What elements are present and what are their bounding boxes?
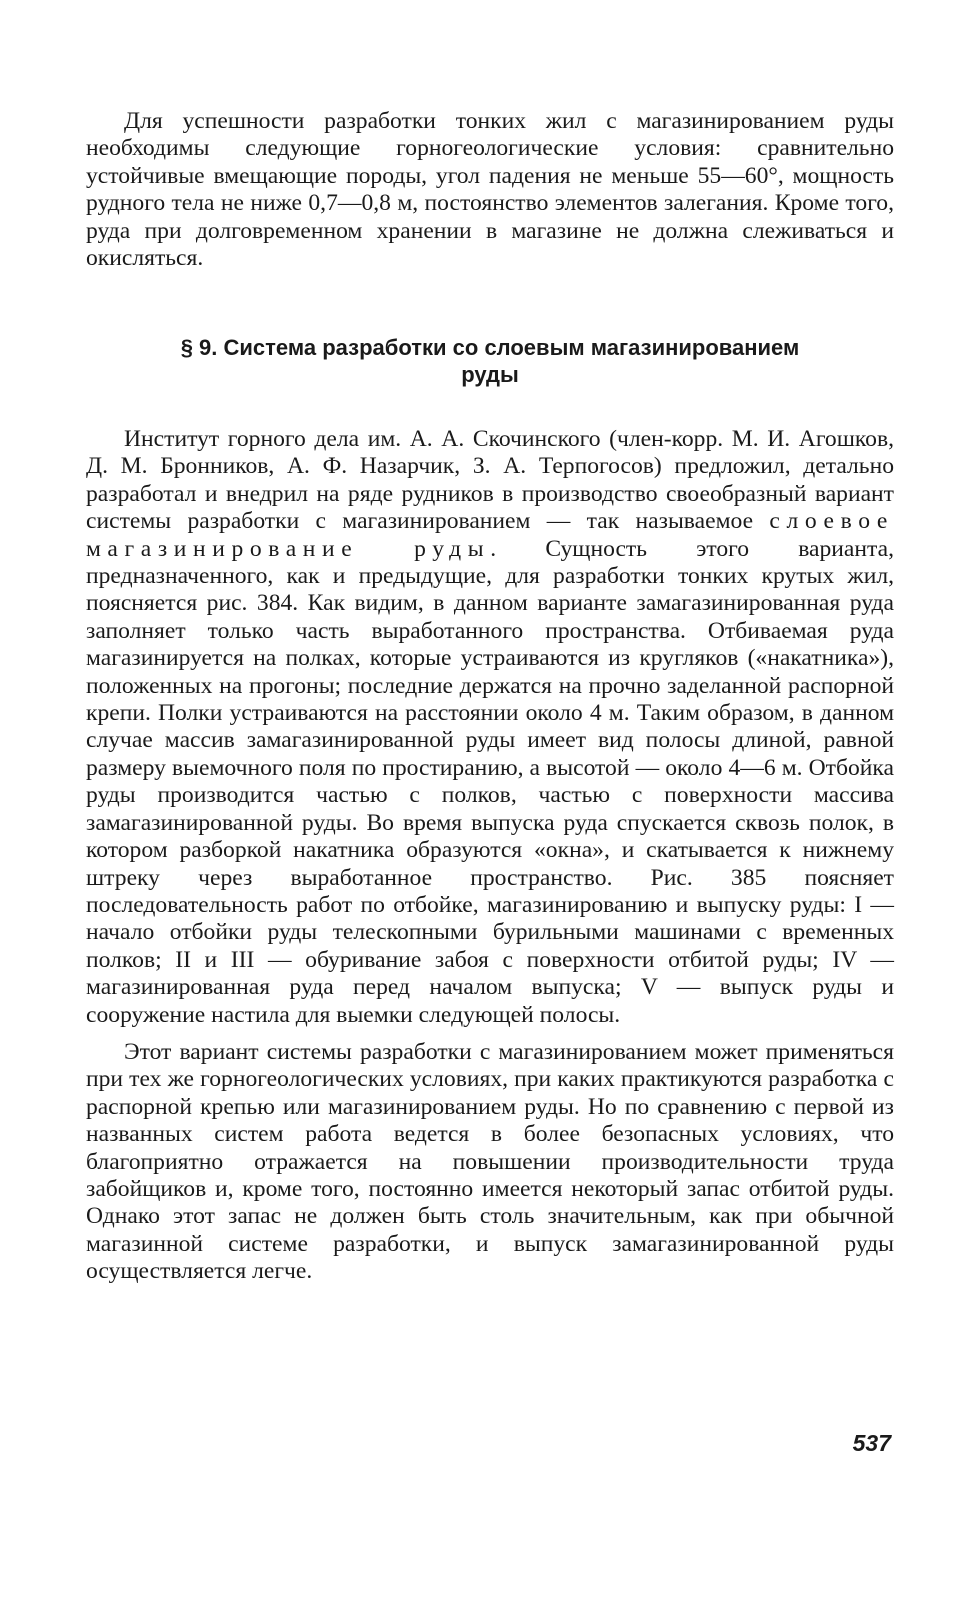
- intro-paragraph: Для успешности разработки тонких жил с магазинированием руды необходимы следующие горногеологические условия: сравнительно устойчивые вмещающие породы, угол падения не меньше 55—60°, мощность рудного тела не ниже 0,7—0,8 м, постоянство элементов залегания. Кроме того, руда при долговременном хранении в магазине не должна слеживаться и окисляться.: [86, 108, 894, 272]
- paragraph-3: Этот вариант системы разработки с магазинированием может применяться при тех же горногеологических условиях, при каких практикуются разработка с распорной крепью или магазинированием руды. Но по сравнению с первой из названных систем работа ведется в более безопасных условиях, что благоприятно отражается на повышении производительности труда забойщиков и, кроме того, постоянно имеется некоторый запас отбитой руды. Однако этот запас не должен быть столь значительным, как при обычной магазинной системе разработки, и выпуск замагазинированной руды осуществляется легче.: [86, 1038, 894, 1285]
- intro-text-block: [86, 108, 894, 272]
- paragraph-2-part-1: Институт горного дела им. А. А. Скочинского (член-корр. М. И. Агошков, Д. М. Бронников, А. Ф. Назарчик, З. А. Терпогосов) предложил, детально разработал и внедрил на ряде рудников в производство своеобразный вариант системы разработки с магазинированием — так называемое: [86, 426, 894, 535]
- emphasized-term: слоевое магазинирование руды: [86, 508, 894, 562]
- section-heading-line2: руды: [461, 362, 519, 387]
- page-number: 537: [852, 1430, 891, 1456]
- section-body: [86, 426, 894, 1286]
- section-heading-line1: § 9. Система разработки со слоевым магазинированием: [180, 335, 800, 360]
- section-heading: [86, 334, 894, 388]
- paragraph-2-part-2: . Сущность этого варианта, предназначенного, как и предыдущие, для разработки тонких крутых жил, поясняется рис. 384. Как видим, в данном варианте замагазинированная руда заполняет только часть выработанного пространства. Отбиваемая руда магазинируется на полках, которые устраиваются из кругляков («накатника»), положенных на прогоны; последние держатся на прочно заделанной распорной крепи. Полки устраиваются на расстоянии около 4 м. Таким образом, в данном случае массив замагазинированной руды имеет вид полосы длиной, равной размеру выемочного поля по простиранию, а высотой — около 4—6 м. Отбойка руды производится частью с полков, частью с поверхности массива замагазинированной руды. Во время выпуска руда спускается сквозь полок, в котором разборкой накатника образуются «окна», и скатывается к нижнему штреку через выработанное пространство. Рис. 385 поясняет последовательность работ по отбойке, магазинированию и выпуску руды: I — начало отбойки руды телескопными бурильными машинами с временных полков; II и III — обуривание забоя с поверхности отбитой руды; IV — магазинированная руда перед началом выпуска; V — выпуск руды и сооружение настила для выемки следующей полосы.: [86, 535, 894, 1028]
- paragraph-2: [86, 426, 894, 1029]
